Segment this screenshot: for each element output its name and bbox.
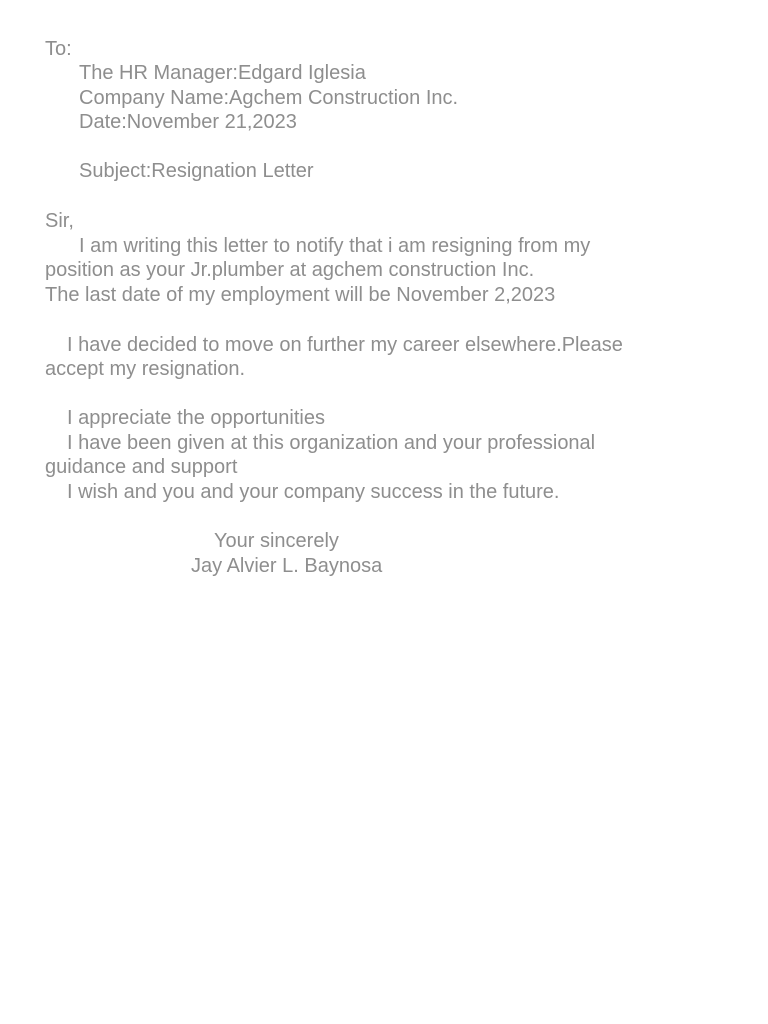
paragraph-3-line-2: I have been given at this organization and your professional: [67, 432, 596, 454]
company-line: Company Name:Agchem Construction Inc.: [79, 87, 459, 109]
signature-name: Jay Alvier L. Baynosa: [191, 555, 383, 577]
paragraph-2-line-2: accept my resignation.: [45, 358, 246, 380]
paragraph-1-line-2: position as your Jr.plumber at agchem construction Inc.: [45, 259, 535, 281]
to-label: To:: [45, 38, 72, 60]
paragraph-3-line-1: I appreciate the opportunities: [67, 407, 325, 429]
paragraph-3-line-4: I wish and you and your company success in the future.: [67, 481, 560, 503]
salutation: Sir,: [45, 210, 74, 232]
paragraph-1-line-1: I am writing this letter to notify that i am resigning from my: [79, 235, 591, 257]
paragraph-1-line-3: The last date of my employment will be November 2,2023: [45, 284, 556, 306]
subject-line: Subject:Resignation Letter: [79, 160, 314, 182]
date-line: Date:November 21,2023: [79, 111, 297, 133]
paragraph-3-line-3: guidance and support: [45, 456, 238, 478]
recipient-line: The HR Manager:Edgard Iglesia: [79, 62, 366, 84]
closing-line: Your sincerely: [214, 530, 339, 552]
paragraph-2-line-1: I have decided to move on further my career elsewhere.Please: [67, 334, 623, 356]
